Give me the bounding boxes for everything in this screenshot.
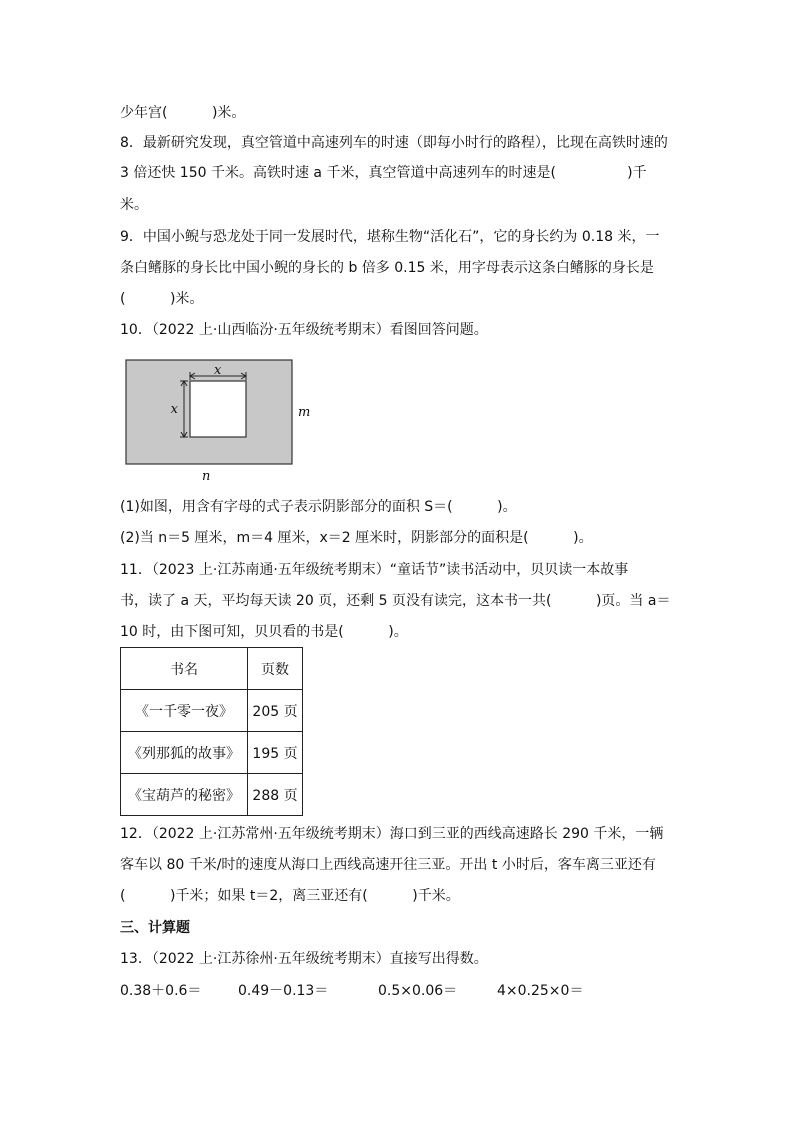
calc-item: 4×0.25×0＝: [497, 983, 584, 999]
question-11-line-1: 11．（2023 上·江苏南通·五年级统考期末）“童话节”读书活动中，贝贝读一本故事: [120, 562, 629, 578]
label-n: n: [202, 469, 211, 484]
question-9-line-1: 9．中国小鲵与恐龙处于同一发展时代，堪称生物“活化石”，它的身长约为 0.18 米，一: [120, 229, 660, 245]
question-11-line-2: 书，读了 a 天，平均每天读 20 页，还剩 5 页没有读完，这本书一共( )页。当 a＝: [120, 593, 671, 609]
label-x-left: x: [170, 402, 178, 417]
table-row: [121, 732, 303, 774]
question-12-line-1: 12．（2022 上·江苏常州·五年级统考期末）海口到三亚的西线高速路长 290 千米，一辆: [120, 826, 664, 842]
question-10-part-1: (1)如图，用含有字母的式子表示阴影部分的面积 S＝( )。: [120, 499, 517, 515]
question-12-line-2: 客车以 80 千米/时的速度从海口上西线高速开往三亚。开出 t 小时后，客车离三亚还有: [120, 857, 656, 873]
question-9-line-2: 条白鳍豚的身长比中国小鲵的身长的 b 倍多 0.15 米，用字母表示这条白鳍豚的身长是: [120, 260, 654, 276]
book-pages-table: [120, 647, 303, 816]
table-cell: 《宝葫芦的秘密》: [121, 774, 248, 816]
question-9-line-3: ( )米。: [120, 291, 204, 307]
table-cell: 195 页: [248, 732, 303, 774]
table-row: [121, 774, 303, 816]
inner-white-square: [190, 381, 246, 437]
question-10-part-2: (2)当 n＝5 厘米，m＝4 厘米，x＝2 厘米时，阴影部分的面积是( )。: [120, 530, 593, 546]
table-header: 页数: [248, 648, 303, 690]
question-8-line-3: 米。: [120, 197, 148, 213]
question-12-line-3: ( )千米；如果 t＝2，离三亚还有( )千米。: [120, 888, 460, 904]
table-row: [121, 690, 303, 732]
table-cell: 205 页: [248, 690, 303, 732]
question-10-title: 10．（2022 上·山西临汾·五年级统考期末）看图回答问题。: [120, 322, 488, 338]
table-header-row: [121, 648, 303, 690]
question-13-title: 13．（2022 上·江苏徐州·五年级统考期末）直接写出得数。: [120, 951, 488, 967]
calc-item: 0.38＋0.6＝: [120, 983, 202, 999]
table-cell: 《一千零一夜》: [121, 690, 248, 732]
shaded-rectangle-diagram: [118, 350, 318, 485]
table-cell: 288 页: [248, 774, 303, 816]
calc-item: 0.49－0.13＝: [238, 983, 329, 999]
table-header: 书名: [121, 648, 248, 690]
question-11-line-3: 10 时，由下图可知，贝贝看的书是( )。: [120, 624, 408, 640]
label-x-top: x: [214, 363, 222, 378]
question-8-line-1: 8．最新研究发现，真空管道中高速列车的时速（即每小时行的路程），比现在高铁时速的: [120, 135, 668, 151]
section-heading-calculation: 三、计算题: [120, 920, 190, 936]
line-shaoniangong: 少年宫( )米。: [120, 105, 246, 121]
calc-item: 0.5×0.06＝: [378, 983, 458, 999]
table-cell: 《列那狐的故事》: [121, 732, 248, 774]
question-8-line-2: 3 倍还快 150 千米。高铁时速 a 千米，真空管道中高速列车的时速是( )千: [120, 165, 647, 181]
label-m: m: [298, 405, 311, 420]
